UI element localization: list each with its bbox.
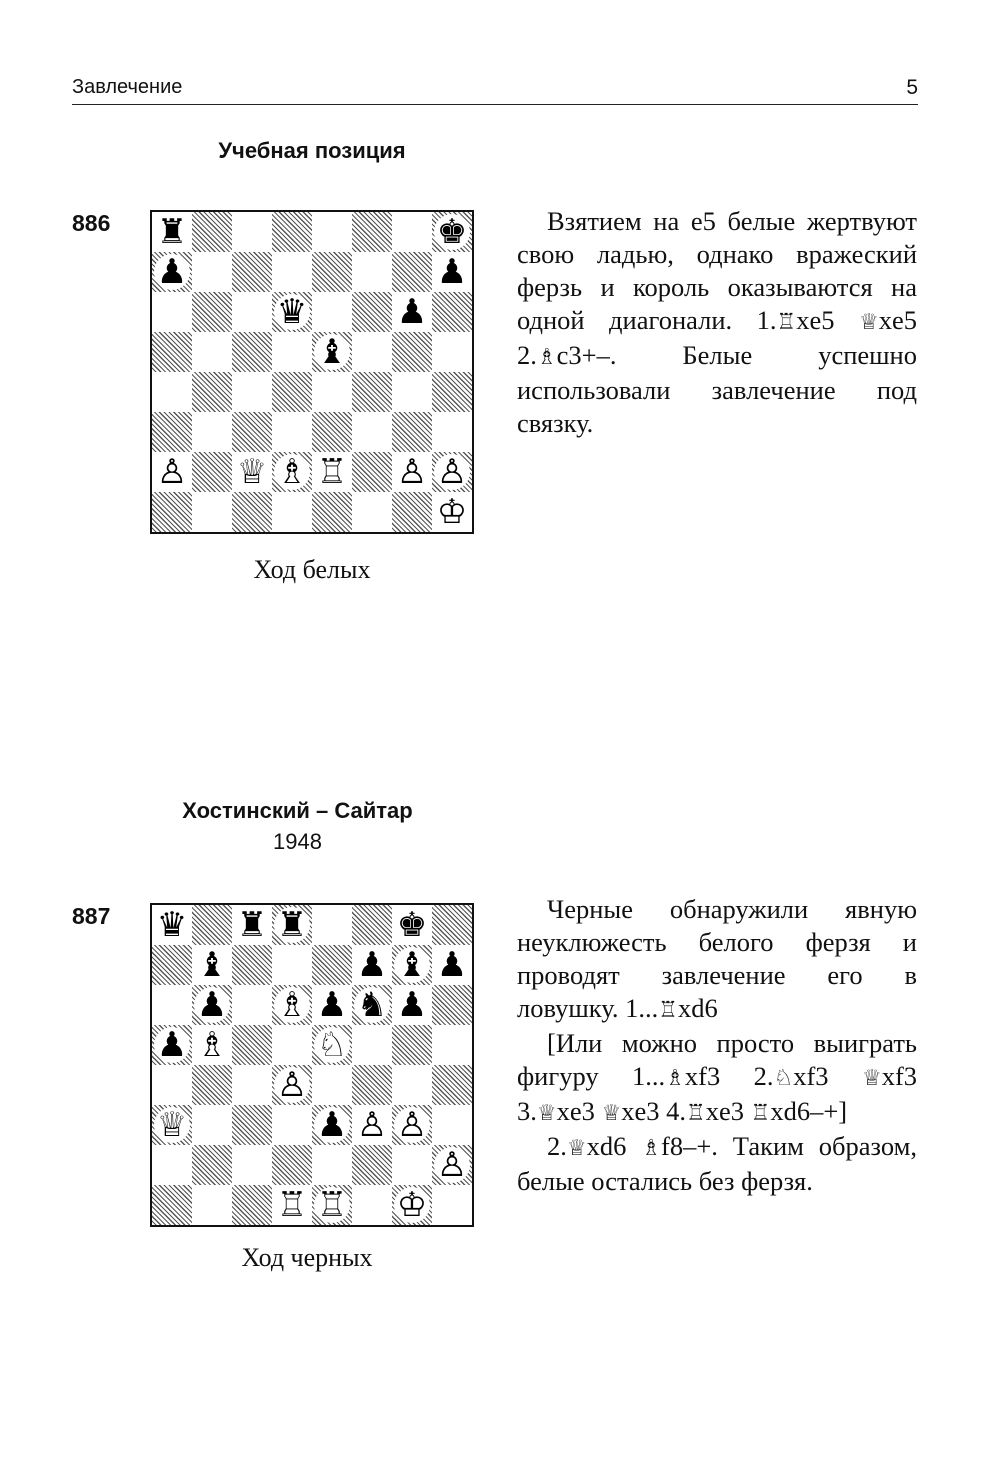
- commentary-887: [517, 893, 917, 1198]
- square-b4: [192, 1065, 232, 1105]
- square-b8: [192, 212, 232, 252]
- square-b2: [192, 1145, 232, 1185]
- square-f2: [352, 452, 392, 492]
- square-a2: [152, 452, 192, 492]
- square-f3: [352, 1105, 392, 1145]
- square-h3: [432, 1105, 472, 1145]
- chess-board-886: [150, 210, 474, 534]
- chess-piece-icon: ♔: [394, 1187, 430, 1223]
- square-a3: [152, 412, 192, 452]
- diagram-number-887: 887: [72, 903, 111, 929]
- square-c3: [232, 412, 272, 452]
- figurine-icon: ♕: [861, 1066, 882, 1091]
- square-a8: [152, 905, 192, 945]
- commentary-text: xe5 2.: [517, 305, 917, 370]
- commentary-text: xd6: [586, 1131, 642, 1161]
- square-b4: [192, 372, 232, 412]
- chess-piece-icon: ♟: [314, 1107, 350, 1143]
- square-a1: [152, 492, 192, 532]
- chess-piece-icon: ♚: [434, 214, 470, 250]
- chess-piece-icon: ♙: [394, 1107, 430, 1143]
- square-a1: [152, 1185, 192, 1225]
- square-c7: [232, 252, 272, 292]
- square-e1: [312, 1185, 352, 1225]
- diagram-year-887: 1948: [273, 829, 322, 854]
- chess-piece-icon: ♘: [314, 1027, 350, 1063]
- chess-board-887: [150, 903, 474, 1227]
- square-h8: [432, 212, 472, 252]
- chess-piece-icon: ♟: [314, 987, 350, 1023]
- figurine-icon: ♖: [686, 1101, 706, 1126]
- commentary-text: xf3 2.: [684, 1061, 774, 1091]
- chess-piece-icon: ♛: [274, 294, 310, 330]
- square-d2: [272, 1145, 312, 1185]
- diagram-title-887: Хостинский – Сайтар: [182, 798, 413, 823]
- figurine-icon: ♕: [566, 1136, 587, 1161]
- square-e1: [312, 492, 352, 532]
- square-c4: [232, 1065, 272, 1105]
- chess-piece-icon: ♟: [354, 947, 390, 983]
- commentary-text: xf3 3.: [517, 1061, 918, 1126]
- square-c5: [232, 1025, 272, 1065]
- side-to-move-886: Ход белых: [253, 555, 371, 584]
- commentary-text: c3: [556, 340, 582, 370]
- commentary-text: xe5: [796, 305, 859, 335]
- chess-piece-icon: ♖: [314, 454, 350, 490]
- page-number: 5: [906, 76, 918, 99]
- commentary-text: 1.: [756, 305, 777, 335]
- chess-piece-icon: ♛: [154, 907, 190, 943]
- square-e5: [312, 332, 352, 372]
- square-b3: [192, 1105, 232, 1145]
- square-h2: [432, 452, 472, 492]
- side-to-move-887: Ход черных: [241, 1243, 373, 1272]
- square-d5: [272, 1025, 312, 1065]
- square-h6: [432, 292, 472, 332]
- square-a6: [152, 985, 192, 1025]
- commentary-text: Взятием на е5 белые жертвуют свою ладью, однако вражеский ферзь и король оказываются на одной диагонали.: [517, 206, 917, 335]
- square-b7: [192, 252, 232, 292]
- square-f8: [352, 212, 392, 252]
- chess-piece-icon: ♟: [394, 294, 430, 330]
- square-f8: [352, 905, 392, 945]
- square-e2: [312, 1145, 352, 1185]
- square-a7: [152, 945, 192, 985]
- square-f1: [352, 1185, 392, 1225]
- chess-piece-icon: ♜: [154, 214, 190, 250]
- square-g5: [392, 1025, 432, 1065]
- square-f5: [352, 1025, 392, 1065]
- square-d3: [272, 412, 312, 452]
- commentary-text: 2.: [547, 1131, 567, 1161]
- square-h6: [432, 985, 472, 1025]
- square-e4: [312, 372, 352, 412]
- figurine-icon: ♗: [665, 1066, 685, 1091]
- section-title: Завлечение: [72, 76, 183, 98]
- chess-piece-icon: ♜: [274, 907, 310, 943]
- square-b2: [192, 452, 232, 492]
- commentary-text: +–. Белые успешно использовали завлечение под связку.: [517, 340, 917, 438]
- square-b6: [192, 985, 232, 1025]
- square-f3: [352, 412, 392, 452]
- commentary-text: Черные обнаружили явную неуклюжесть белого ферзя и проводят завлечение его в ловушку.: [517, 894, 917, 1023]
- commentary-text: f8: [661, 1131, 684, 1161]
- square-b1: [192, 1185, 232, 1225]
- commentary-text: xe3: [705, 1096, 751, 1126]
- square-h4: [432, 372, 472, 412]
- square-d1: [272, 1185, 312, 1225]
- square-c7: [232, 945, 272, 985]
- square-c1: [232, 492, 272, 532]
- square-e6: [312, 985, 352, 1025]
- square-h8: [432, 905, 472, 945]
- square-c2: [232, 452, 272, 492]
- square-a5: [152, 332, 192, 372]
- chess-piece-icon: ♟: [434, 254, 470, 290]
- square-c4: [232, 372, 272, 412]
- diagram-title-886: Учебная позиция: [218, 138, 406, 163]
- chess-piece-icon: ♙: [274, 1067, 310, 1103]
- figurine-icon: ♕: [601, 1101, 622, 1126]
- square-g1: [392, 1185, 432, 1225]
- square-e8: [312, 905, 352, 945]
- chess-piece-icon: ♟: [154, 254, 190, 290]
- figurine-icon: ♖: [658, 998, 678, 1023]
- square-f6: [352, 292, 392, 332]
- square-f6: [352, 985, 392, 1025]
- square-c3: [232, 1105, 272, 1145]
- chess-piece-icon: ♙: [354, 1107, 390, 1143]
- square-g2: [392, 1145, 432, 1185]
- chess-piece-icon: ♟: [194, 987, 230, 1023]
- chess-piece-icon: ♕: [154, 1107, 190, 1143]
- square-b5: [192, 1025, 232, 1065]
- chess-piece-icon: ♝: [394, 947, 430, 983]
- chess-piece-icon: ♙: [394, 454, 430, 490]
- square-c5: [232, 332, 272, 372]
- square-h5: [432, 1025, 472, 1065]
- square-g8: [392, 905, 432, 945]
- square-e5: [312, 1025, 352, 1065]
- square-b3: [192, 412, 232, 452]
- square-h4: [432, 1065, 472, 1105]
- commentary-text: xd6–+]: [770, 1096, 848, 1126]
- square-a5: [152, 1025, 192, 1065]
- square-d6: [272, 985, 312, 1025]
- square-h3: [432, 412, 472, 452]
- square-e3: [312, 1105, 352, 1145]
- square-g4: [392, 1065, 432, 1105]
- square-d3: [272, 1105, 312, 1145]
- square-b1: [192, 492, 232, 532]
- square-b6: [192, 292, 232, 332]
- square-c2: [232, 1145, 272, 1185]
- commentary-text: xe3: [556, 1096, 602, 1126]
- chess-piece-icon: ♕: [234, 454, 270, 490]
- square-c8: [232, 905, 272, 945]
- commentary-text: [Или можно просто выиграть фигуру 1...: [517, 1028, 917, 1091]
- commentary-text: xe3 4.: [621, 1096, 686, 1126]
- square-h1: [432, 492, 472, 532]
- square-f4: [352, 1065, 392, 1105]
- chess-piece-icon: ♝: [314, 334, 350, 370]
- square-a6: [152, 292, 192, 332]
- chess-piece-icon: ♖: [314, 1187, 350, 1223]
- square-e8: [312, 212, 352, 252]
- square-a4: [152, 372, 192, 412]
- chess-piece-icon: ♜: [234, 907, 270, 943]
- figurine-icon: ♘: [773, 1066, 794, 1091]
- figurine-icon: ♗: [536, 345, 557, 370]
- figurine-icon: ♖: [776, 310, 797, 335]
- square-d8: [272, 905, 312, 945]
- square-b7: [192, 945, 232, 985]
- figurine-icon: ♖: [750, 1101, 771, 1126]
- square-f4: [352, 372, 392, 412]
- chess-piece-icon: ♙: [434, 1147, 470, 1183]
- square-h7: [432, 252, 472, 292]
- chess-piece-icon: ♟: [154, 1027, 190, 1063]
- commentary-text: xd6: [677, 993, 718, 1023]
- square-h5: [432, 332, 472, 372]
- figurine-icon: ♕: [536, 1101, 557, 1126]
- square-g1: [392, 492, 432, 532]
- square-g6: [392, 292, 432, 332]
- commentary-text: –+. Таким образом, белые остались без ферзя.: [517, 1131, 918, 1196]
- square-a8: [152, 212, 192, 252]
- chess-piece-icon: ♟: [394, 987, 430, 1023]
- chess-piece-icon: ♙: [434, 454, 470, 490]
- square-g5: [392, 332, 432, 372]
- square-c6: [232, 985, 272, 1025]
- commentary-paragraph: [517, 893, 917, 1027]
- square-e6: [312, 292, 352, 332]
- square-d4: [272, 372, 312, 412]
- square-d5: [272, 332, 312, 372]
- chess-piece-icon: ♞: [354, 987, 390, 1023]
- diagram-number-886: 886: [72, 210, 111, 236]
- commentary-886: [517, 205, 917, 440]
- figurine-icon: ♕: [859, 310, 879, 335]
- commentary-text: 1...: [625, 993, 659, 1023]
- square-a2: [152, 1145, 192, 1185]
- square-c1: [232, 1185, 272, 1225]
- square-f7: [352, 945, 392, 985]
- square-c8: [232, 212, 272, 252]
- square-a3: [152, 1105, 192, 1145]
- square-d1: [272, 492, 312, 532]
- chess-piece-icon: ♙: [154, 454, 190, 490]
- square-f2: [352, 1145, 392, 1185]
- square-a7: [152, 252, 192, 292]
- square-d6: [272, 292, 312, 332]
- square-g2: [392, 452, 432, 492]
- chess-piece-icon: ♗: [274, 454, 310, 490]
- square-h7: [432, 945, 472, 985]
- chess-piece-icon: ♗: [194, 1027, 230, 1063]
- square-e3: [312, 412, 352, 452]
- square-b8: [192, 905, 232, 945]
- square-f7: [352, 252, 392, 292]
- square-d4: [272, 1065, 312, 1105]
- square-e4: [312, 1065, 352, 1105]
- chess-piece-icon: ♚: [394, 907, 430, 943]
- commentary-paragraph: [517, 1027, 917, 1130]
- figurine-icon: ♗: [641, 1136, 661, 1161]
- square-b5: [192, 332, 232, 372]
- square-g7: [392, 252, 432, 292]
- commentary-paragraph: [517, 1130, 917, 1198]
- square-f1: [352, 492, 392, 532]
- square-d8: [272, 212, 312, 252]
- commentary-text: xf3: [793, 1061, 862, 1091]
- chess-piece-icon: ♗: [274, 987, 310, 1023]
- square-h1: [432, 1185, 472, 1225]
- square-g3: [392, 1105, 432, 1145]
- square-e7: [312, 252, 352, 292]
- running-head: [72, 74, 918, 105]
- square-d7: [272, 252, 312, 292]
- square-g4: [392, 372, 432, 412]
- chess-piece-icon: ♝: [194, 947, 230, 983]
- commentary-paragraph: [517, 205, 917, 440]
- chess-piece-icon: ♔: [434, 494, 470, 530]
- square-d7: [272, 945, 312, 985]
- square-c6: [232, 292, 272, 332]
- square-f5: [352, 332, 392, 372]
- square-g6: [392, 985, 432, 1025]
- square-h2: [432, 1145, 472, 1185]
- square-g3: [392, 412, 432, 452]
- square-e7: [312, 945, 352, 985]
- square-e2: [312, 452, 352, 492]
- chess-piece-icon: ♖: [274, 1187, 310, 1223]
- chess-piece-icon: ♟: [434, 947, 470, 983]
- square-d2: [272, 452, 312, 492]
- square-g7: [392, 945, 432, 985]
- square-a4: [152, 1065, 192, 1105]
- square-g8: [392, 212, 432, 252]
